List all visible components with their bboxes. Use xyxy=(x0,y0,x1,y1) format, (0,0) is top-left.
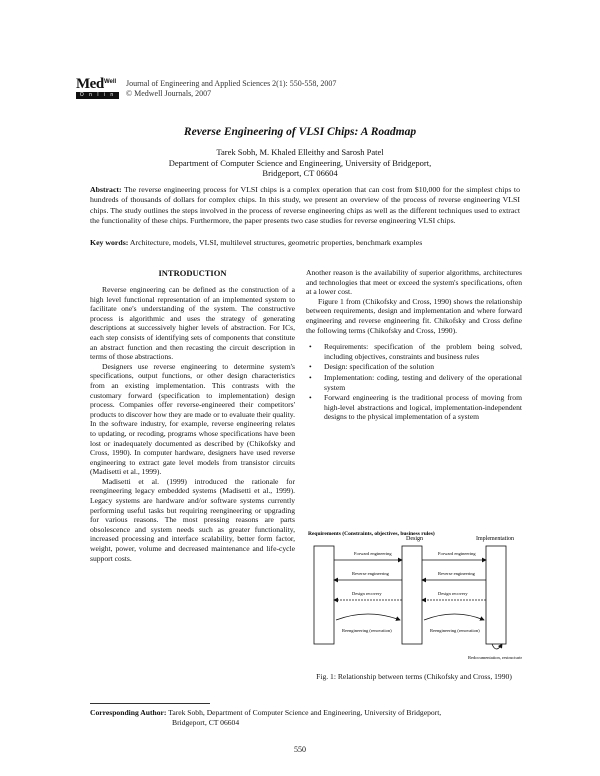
col-implementation-label: Implementation xyxy=(476,536,514,542)
redoc-label: Redocumentation, restructuring xyxy=(468,655,522,660)
keywords-label: Key words: xyxy=(90,238,129,247)
author-location: Bridgeport, CT 06604 xyxy=(262,168,338,178)
logo-online: O n l i n e xyxy=(76,92,119,99)
figure-caption: Fig. 1: Relationship between terms (Chikofsky and Cross, 1990) xyxy=(316,672,512,681)
relationship-diagram xyxy=(306,528,522,663)
author-affiliation: Department of Computer Science and Engineering, University of Bridgeport, xyxy=(168,157,432,168)
definition-list xyxy=(306,342,522,422)
re-label-1: Reverse engineering xyxy=(352,571,389,576)
journal-logo xyxy=(76,76,120,105)
redoc-loop xyxy=(492,644,502,649)
fe-label-2: Forward engineering xyxy=(438,551,476,556)
right-paragraph-1: Another reason is the availability of superior algorithms, architectures and technologies that meet or exceed the system's specifications, often at a lower cost. xyxy=(306,268,522,297)
list-item: • Design: specification of the solution xyxy=(309,362,435,372)
reeng-label-1: Reengineering (renovation) xyxy=(342,628,392,633)
abstract-text: The reverse engineering process for VLSI chips is a complex operation that can cost from $10,000 for the simplest chips to hundreds of thousands of dollars for complex chips. In this study, we present an overview of the process of reverse engineering VLSI chips. The study outlines the steps involved in the process of reverse engineering chips as well as the different techniques used to extract the functionality of these chips. Furthermore, the paper presents two case studies for reverse engineering VLSI chips. xyxy=(90,185,520,225)
keywords xyxy=(90,238,520,248)
corresponding-address: Bridgeport, CT 06604 xyxy=(172,717,240,727)
list-item: • Forward engineering is the traditional process of moving from high-level abstractions and logical, implementation-independent designs to the physical implementation of a system xyxy=(309,393,522,422)
abstract xyxy=(90,185,520,226)
bullet-icon: • xyxy=(309,393,312,403)
corresponding-label: Corresponding Author: xyxy=(90,708,167,717)
list-item: • Implementation: coding, testing and delivery of the operational system xyxy=(309,372,522,392)
right-paragraph-2: Figure 1 from (Chikofsky and Cross, 1990) shows the relationship between requirements, design and implementation and where forward engineering and reverse engineering fit. Chikofsky and Cross define the following terms (Chikofsky and Cross, 1990). xyxy=(306,296,522,335)
design-box xyxy=(402,546,422,644)
logo-well: Well xyxy=(104,79,117,85)
paper-title: Reverse Engineering of VLSI Chips: A Roadmap xyxy=(183,126,417,138)
intro-heading: INTRODUCTION xyxy=(158,268,227,278)
implementation-box xyxy=(486,546,506,644)
bullet-icon: • xyxy=(309,372,312,382)
reeng-arrow-2 xyxy=(424,614,484,620)
abstract-label: Abstract: xyxy=(90,185,122,194)
corresponding-author xyxy=(90,708,530,727)
author-names: Tarek Sobh, M. Khaled Elleithy and Sarosh Patel xyxy=(216,147,384,157)
right-column xyxy=(306,268,522,423)
col-requirements-label: Requirements (Constraints, objectives, business rules) xyxy=(308,531,435,537)
re-label-2: Reverse engineering xyxy=(438,571,475,576)
reeng-label-2: Reengineering (renovation) xyxy=(430,628,480,633)
journal-copyright: © Medwell Journals, 2007 xyxy=(126,89,212,98)
fe-label-1: Forward engineering xyxy=(354,551,392,556)
dr-label-2: Design recovery xyxy=(438,591,468,596)
dr-label-1: Design recovery xyxy=(352,591,382,596)
footnote-rule xyxy=(90,703,210,704)
intro-paragraph-3: Madisetti et al. (1999) introduced the rationale for reengineering legacy embedded systems (Madisetti et al., 1999). Legacy systems are hardware and/or software systems currently performing useful tasks but requiring reengineering or upgrading for various reasons. The most pressing reasons are parts obsolescence and system needs such as greater functionality, increased processing and interface scalability, better form factor, weight, power, volume and decreased maintenance and life-cycle support costs. xyxy=(90,476,295,563)
bullet-icon: • xyxy=(309,342,312,352)
intro-paragraph-1: Reverse engineering can be defined as the construction of a high level functional representation of an implemented system to facilitate one's understanding of the system. The constructive process is algorithmic and uses the strategy of generating descriptions at successively higher levels of abstraction. For ICs, each step consists of identifying sets of components that constitute an abstract function and then recasting the circuit description in terms of those abstractions. xyxy=(90,285,295,362)
col-design-label: Design xyxy=(406,536,423,542)
journal-citation: Journal of Engineering and Applied Sciences 2(1): 550-558, 2007 xyxy=(126,79,337,88)
author-block xyxy=(0,147,600,179)
bullet-icon: • xyxy=(309,362,312,372)
list-item: • Requirements: specification of the problem being solved, including objectives, constraints and business rules xyxy=(309,342,522,361)
corresponding-text: Tarek Sobh, Department of Computer Science and Engineering, University of Bridgeport, xyxy=(166,708,442,717)
keywords-text: Architecture, models, VLSI, multilevel structures, geometric properties, benchmark examples xyxy=(128,238,423,247)
intro-paragraph-2: Designers use reverse engineering to determine system's specifications, output functions, or other design characteristics from an existing implementation. This contrasts with the customary forward (specification to implementation) design process. Companies offer reverse-engineered their competitors' products to discover how they are made or to evaluate their quality. In the software industry, for example, reverse engineering relates to updating, or recoding, programs whose specifications have been lost or inadequately documented as described by (Chikofsky and Cross, 1990). In computer hardware, designers have used reverse engineering to extract gate level models from transistor circuits (Madisetti et al., 1999). xyxy=(90,361,295,477)
requirements-box xyxy=(314,546,334,644)
reeng-arrow-1 xyxy=(336,614,400,620)
page-number: 550 xyxy=(294,745,306,754)
journal-info xyxy=(126,79,336,99)
figure-1 xyxy=(306,528,522,663)
logo-med: Med xyxy=(76,76,104,92)
left-column xyxy=(90,268,295,563)
